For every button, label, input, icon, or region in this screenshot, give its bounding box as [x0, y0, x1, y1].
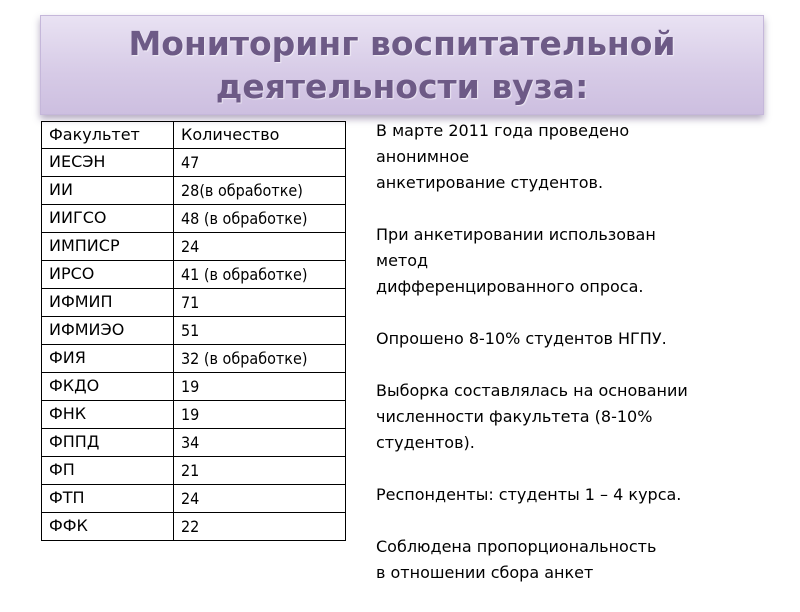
paragraph-survey-date: В марте 2011 года проведено анонимное анкетирование студентов.: [376, 121, 630, 192]
paragraph-proportionality: Соблюдена пропорциональность в отношении сбора анкет: [376, 537, 657, 582]
table-row: [42, 205, 346, 233]
faculty-cell: ФФК: [42, 513, 174, 541]
table-row: [42, 317, 346, 345]
table-row: [42, 485, 346, 513]
faculty-cell: ИФМИП: [42, 289, 174, 317]
faculty-cell: ИФМИЭО: [42, 317, 174, 345]
header-faculty: Факультет: [42, 122, 174, 149]
table-row: [42, 261, 346, 289]
faculty-cell: ФТП: [42, 485, 174, 513]
count-cell: 51: [174, 317, 346, 345]
table-row: [42, 373, 346, 401]
faculty-cell: ФППД: [42, 429, 174, 457]
title-banner: [40, 15, 764, 115]
paragraph-coverage: Опрошено 8-10% студентов НГПУ.: [376, 329, 667, 348]
faculty-cell: ИЕСЭН: [42, 149, 174, 177]
table-header-row: [42, 122, 346, 149]
faculty-cell: ИИ: [42, 177, 174, 205]
faculty-cell: ФИЯ: [42, 345, 174, 373]
count-cell: 32 (в обработке): [174, 345, 346, 373]
count-cell: 19: [174, 373, 346, 401]
page-title: Мониторинг воспитательной деятельности вуза:: [128, 24, 676, 106]
paragraph-respondents: Респонденты: студенты 1 – 4 курса.: [376, 485, 682, 504]
faculty-cell: ФКДО: [42, 373, 174, 401]
faculty-table: [41, 121, 346, 541]
faculty-cell: ФП: [42, 457, 174, 485]
count-cell: 47: [174, 149, 346, 177]
table-row: [42, 345, 346, 373]
faculty-cell: ФНК: [42, 401, 174, 429]
count-cell: 41 (в обработке): [174, 261, 346, 289]
faculty-cell: ИМПИСР: [42, 233, 174, 261]
count-cell: 48 (в обработке): [174, 205, 346, 233]
table-row: [42, 177, 346, 205]
paragraph-sampling: Выборка составлялась на основании численности факультета (8-10% студентов).: [376, 381, 688, 452]
count-cell: 24: [174, 233, 346, 261]
paragraph-method: При анкетировании использован метод дифференцированного опроса.: [376, 225, 656, 296]
table-row: [42, 513, 346, 541]
table-row: [42, 429, 346, 457]
survey-description: [376, 118, 796, 612]
table-row: [42, 149, 346, 177]
count-cell: 34: [174, 429, 346, 457]
count-cell: 28(в обработке): [174, 177, 346, 205]
count-cell: 24: [174, 485, 346, 513]
table-row: [42, 289, 346, 317]
faculty-cell: ИРСО: [42, 261, 174, 289]
count-cell: 19: [174, 401, 346, 429]
table-row: [42, 457, 346, 485]
faculty-cell: ИИГСО: [42, 205, 174, 233]
table-row: [42, 233, 346, 261]
count-cell: 22: [174, 513, 346, 541]
table-row: [42, 401, 346, 429]
count-cell: 71: [174, 289, 346, 317]
header-count: Количество: [174, 122, 346, 149]
count-cell: 21: [174, 457, 346, 485]
